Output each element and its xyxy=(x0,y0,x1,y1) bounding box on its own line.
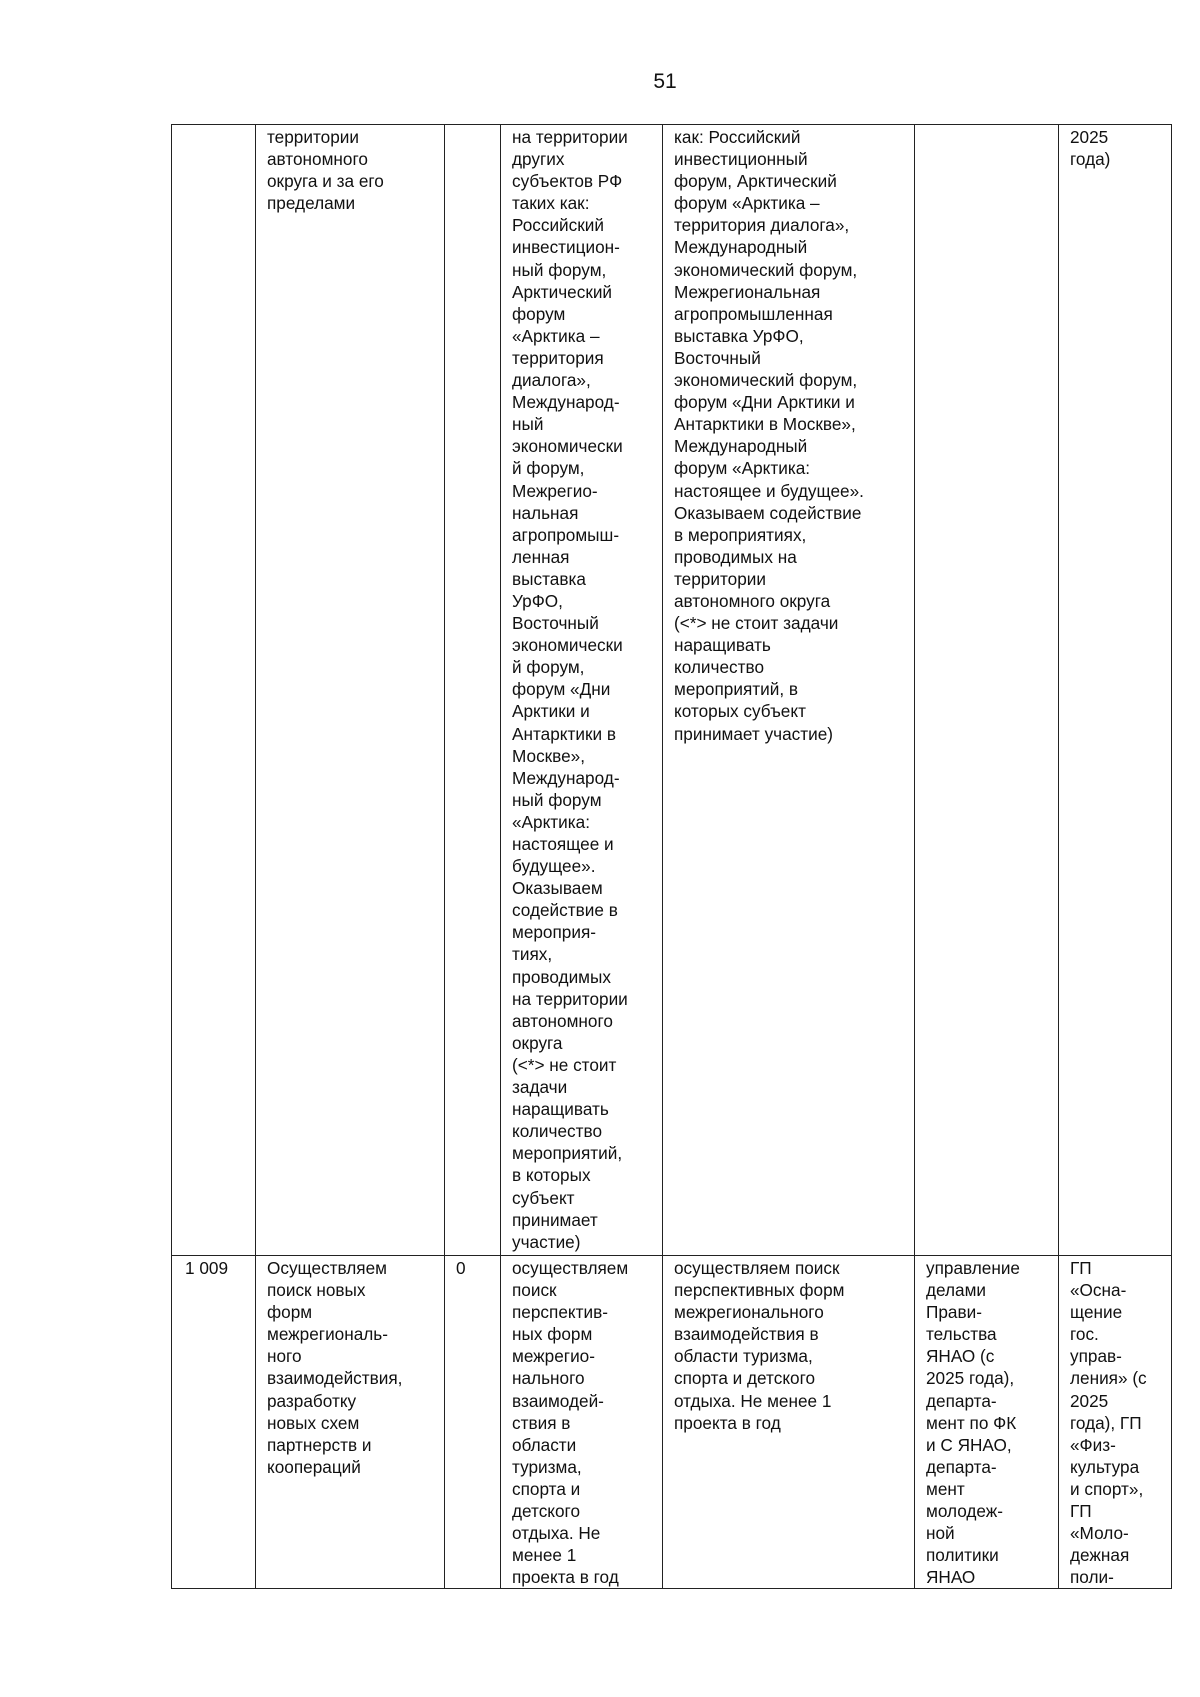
task-cell: территории автономного округа и за его пределами xyxy=(256,125,445,1256)
page-number: 51 xyxy=(653,70,677,93)
program-cell: 2025 года) xyxy=(1059,125,1172,1256)
responsible-cell: управление делами Прави- тельства ЯНАО (с 2025 года), департа- мент по ФК и С ЯНАО, департа- мент молодеж- ной политики ЯНАО xyxy=(915,1256,1059,1589)
indicator-cell: на территории других субъектов РФ таких как: Российский инвестицион- ный форум, Арктический форум «Арктика – территория диалога», Международ- ный экономически й форум, Межрегио- нальная агропромыш- ленная выставка УрФО, Восточный экономически й форум, форум «Дни Арктики и Антарктики в Москве», Международ- ный форум «Арктика: настоящее и будущее». Оказываем содействие в мероприя- тиях, проводимых на территории автономного округа (<*> не стоит задачи наращивать количество мероприятий, в которых субъект принимает участие) xyxy=(501,125,663,1256)
table-row xyxy=(172,125,1172,1256)
result-cell: осуществляем поиск перспективных форм межрегионального взаимодействия в области туризма, спорта и детского отдыха. Не менее 1 проекта в год xyxy=(663,1256,915,1589)
value-cell: 0 xyxy=(445,1256,501,1589)
value-cell xyxy=(445,125,501,1256)
program-cell: ГП «Осна- щение гос. управ- ления» (с 2025 года), ГП «Физ- культура и спорт», ГП «Моло- дежная поли- xyxy=(1059,1256,1172,1589)
indicator-cell: осуществляем поиск перспектив- ных форм межрегио- нального взаимодей- ствия в области туризма, спорта и детского отдыха. Не менее 1 проекта в год xyxy=(501,1256,663,1589)
table-row xyxy=(172,1256,1172,1589)
row-number-cell: 1 009 xyxy=(172,1256,256,1589)
measures-table xyxy=(171,124,1172,1589)
result-cell: как: Российский инвестиционный форум, Арктический форум «Арктика – территория диалога», Международный экономический форум, Межрегиональная агропромышленная выставка УрФО, Восточный экономический форум, форум «Дни Арктики и Антарктики в Москве», Международный форум «Арктика: настоящее и будущее». Оказываем содействие в мероприятиях, проводимых на территории автономного округа (<*> не стоит задачи наращивать количество мероприятий, в которых субъект принимает участие) xyxy=(663,125,915,1256)
task-cell: Осуществляем поиск новых форм межрегиональ- ного взаимодействия, разработку новых схем партнерств и коопераций xyxy=(256,1256,445,1589)
responsible-cell xyxy=(915,125,1059,1256)
row-number-cell xyxy=(172,125,256,1256)
